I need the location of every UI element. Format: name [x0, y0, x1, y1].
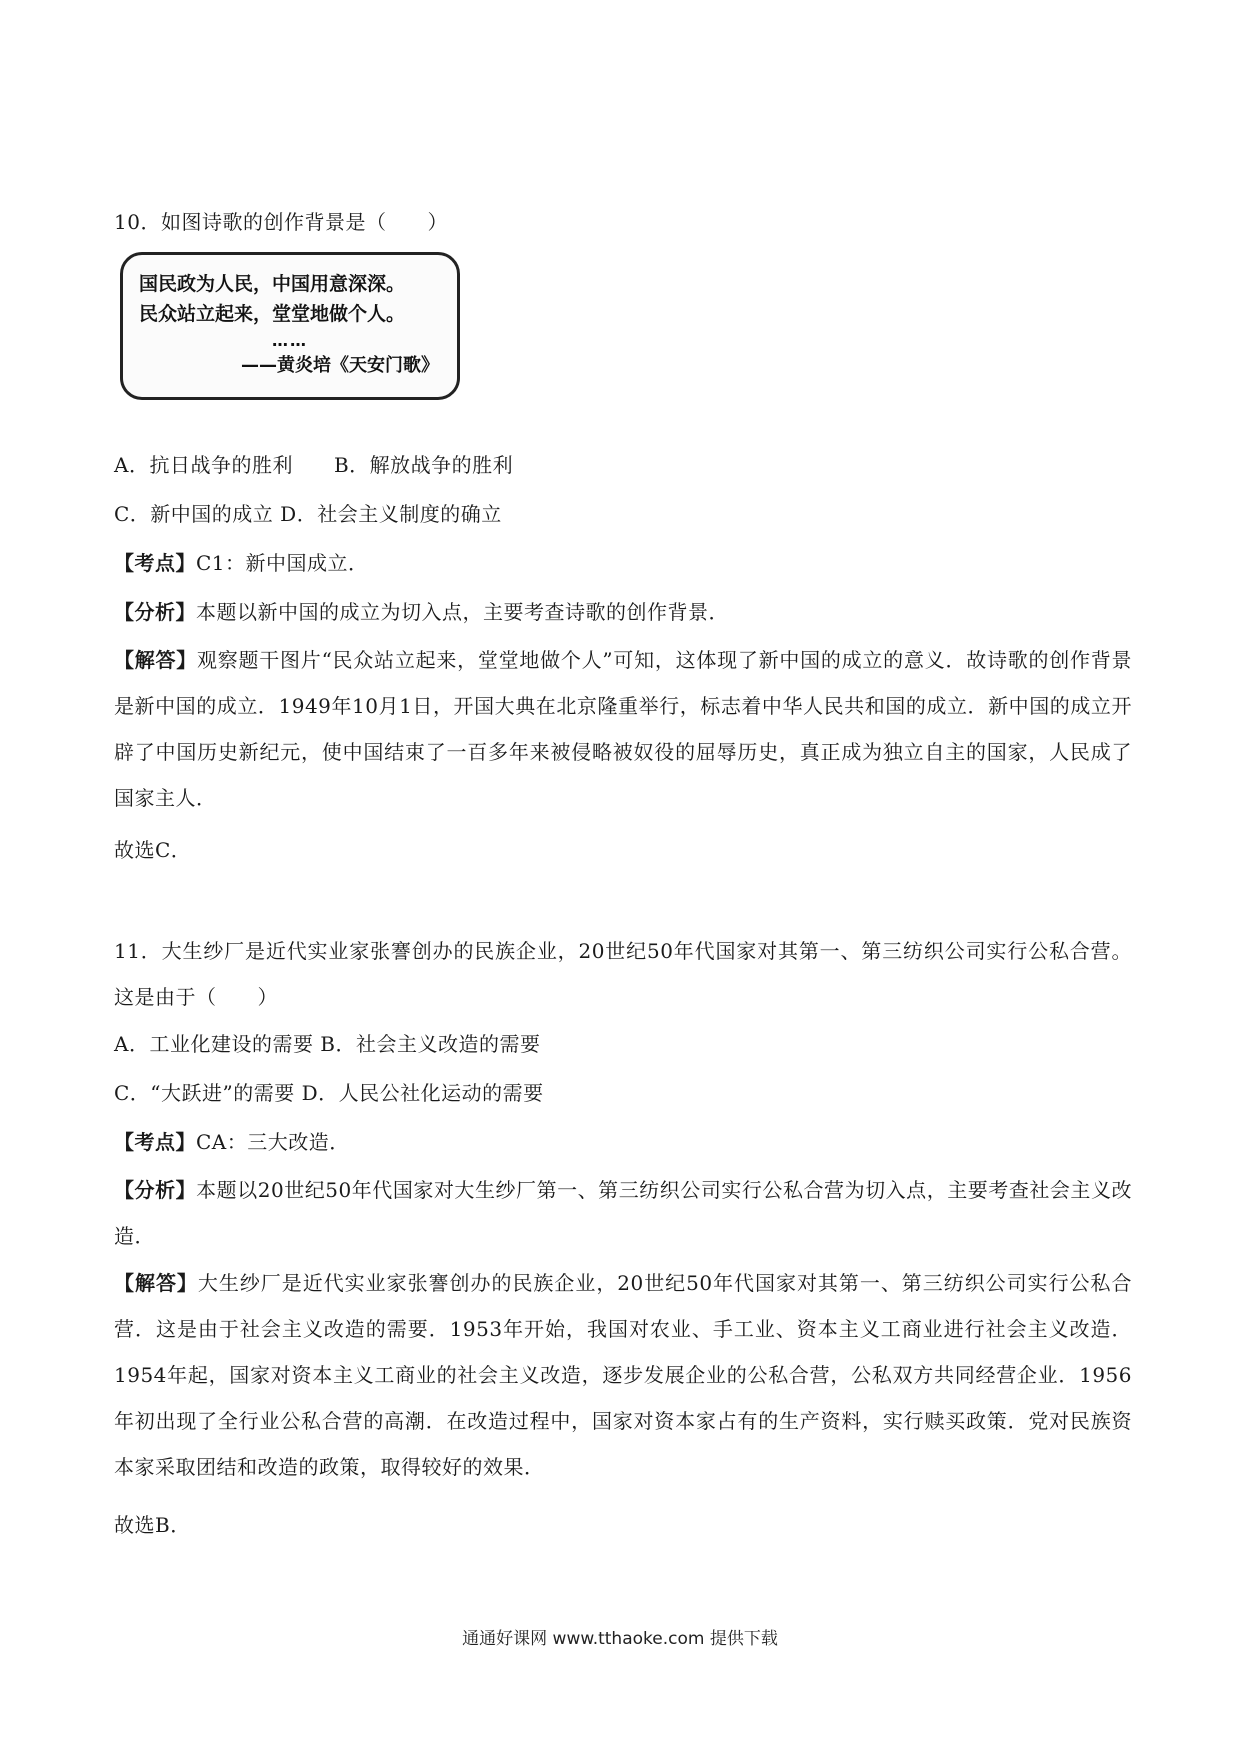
q11-kaodian — [114, 1130, 350, 1154]
fenxi-tag: 【分析】 — [114, 1178, 197, 1202]
fenxi-text: 本题以20世纪50年代国家对大生纱厂第一、第三纺织公司实行公私合营为切入点，主要考查社会主义改造． — [114, 1178, 1132, 1248]
jieda-text: 大生纱厂是近代实业家张謇创办的民族企业，20世纪50年代国家对其第一、第三纺织公司实行公私合营．这是由于社会主义改造的需要．1953年开始，我国对农业、手工业、资本主义工商业进行社会主义改造．1954年起，国家对资本主义工商业的社会主义改造，逐步发展企业的公私合营，公私双方共同经营企业．1956年初出现了全行业公私合营的高潮．在改造过程中，国家对资本家占有的生产资料，实行赎买政策．党对民族资本家采取团结和改造的政策，取得较好的效果． — [114, 1271, 1133, 1479]
q11-jieda — [114, 1260, 1132, 1490]
jieda-tag: 【解答】 — [114, 1271, 198, 1295]
q10-fenxi — [114, 600, 729, 624]
kaodian-tag: 【考点】 — [114, 1130, 196, 1154]
q10-stem: 10．如图诗歌的创作背景是（ ） — [114, 210, 448, 234]
kaodian-tag: 【考点】 — [114, 551, 196, 575]
poem-author: ——黄炎培《天安门歌》 — [241, 355, 439, 376]
footer-source: 通通好课网 www.tthaoke.com 提供下载 — [462, 1629, 778, 1649]
q11-fenxi — [114, 1167, 1132, 1259]
jieda-text: 观察题干图片“民众站立起来，堂堂地做个人”可知，这体现了新中国的成立的意义．故诗歌的创作背景是新中国的成立．1949年10月1日，开国大典在北京隆重举行，标志着中华人民共和国的成立．新中国的成立开辟了中国历史新纪元，使中国结束了一百多年来被侵略被奴役的屈辱历史，真正成为独立自主的国家，人民成了国家主人． — [114, 648, 1133, 810]
poem-line-2: 民众站立起来，堂堂地做个人。 — [139, 303, 406, 325]
q10-jieda — [114, 637, 1132, 821]
jieda-tag: 【解答】 — [114, 648, 198, 672]
q11-stem: 11．大生纱厂是近代实业家张謇创办的民族企业，20世纪50年代国家对其第一、第三纺织公司实行公私合营。这是由于（ ） — [114, 939, 1132, 1009]
q10-kaodian — [114, 551, 369, 575]
kaodian-text: C1：新中国成立． — [196, 551, 369, 575]
q11-answer: 故选B． — [114, 1513, 191, 1537]
q10-options-ab: A．抗日战争的胜利 B．解放战争的胜利 — [114, 453, 514, 477]
q10-answer: 故选C． — [114, 838, 192, 862]
q11-options-ab: A．工业化建设的需要 B．社会主义改造的需要 — [114, 1032, 541, 1056]
fenxi-tag: 【分析】 — [114, 600, 196, 624]
q11-options-cd: C．“大跃进”的需要 D．人民公社化运动的需要 — [114, 1081, 544, 1105]
poem-line-1: 国民政为人民，中国用意深深。 — [139, 273, 406, 295]
poem-image — [120, 252, 460, 400]
q10-options-cd: C．新中国的成立 D．社会主义制度的确立 — [114, 502, 502, 526]
poem-ellipsis: …… — [272, 331, 308, 350]
kaodian-text: CA：三大改造． — [196, 1130, 350, 1154]
fenxi-text: 本题以新中国的成立为切入点，主要考查诗歌的创作背景． — [196, 600, 729, 624]
